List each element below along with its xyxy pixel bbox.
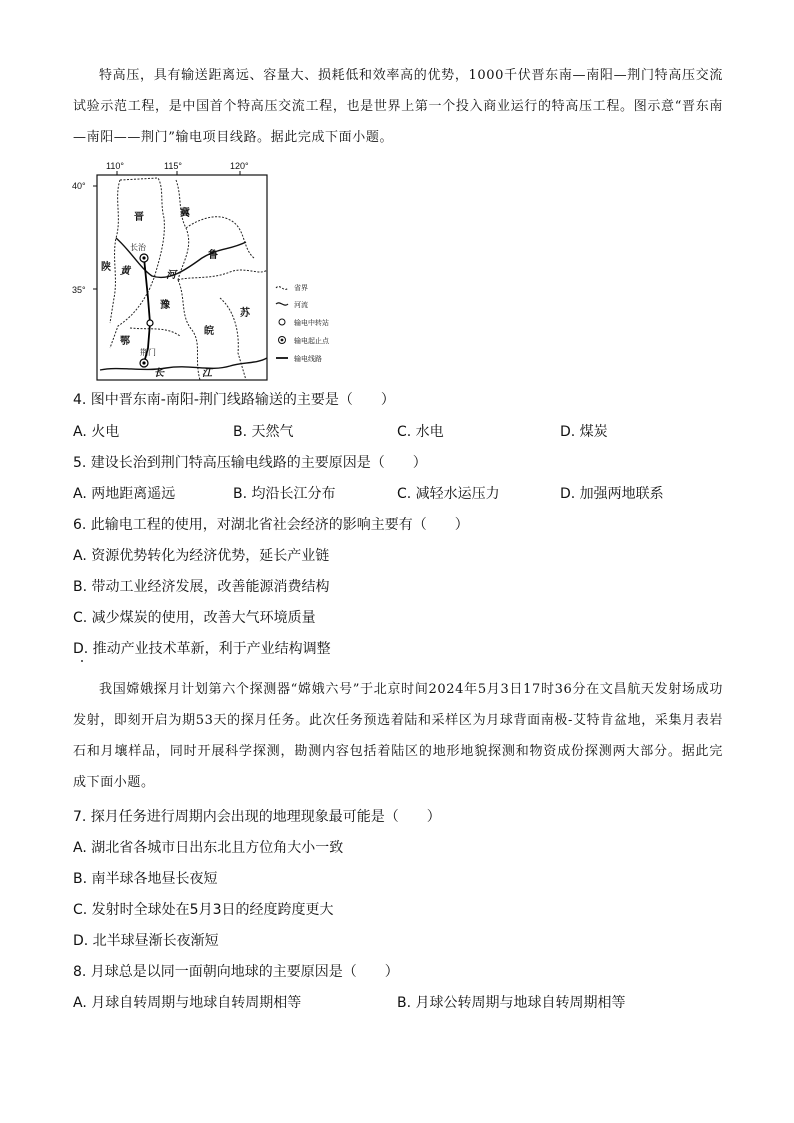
q6-option-b[interactable]: B. 带动工业经济发展，改善能源消费结构 xyxy=(73,579,330,595)
q7-option-a[interactable]: A. 湖北省各城市日出东北且方位角大小一致 xyxy=(73,840,344,856)
legend-relay: 输电中转站 xyxy=(294,319,329,327)
q5-option-b[interactable]: B. 均沿长江分布 xyxy=(233,486,336,502)
q5-option-a[interactable]: A. 两地距离遥远 xyxy=(73,486,176,502)
q7-option-d[interactable]: D. 北半球昼渐长夜渐短 xyxy=(73,933,219,949)
station-jingmen-icon xyxy=(140,359,148,367)
label-river-jiang: 江 xyxy=(202,368,212,379)
q4-option-b[interactable]: B. 天然气 xyxy=(233,424,294,440)
legend-boundary-icon xyxy=(276,287,288,290)
label-yu: 豫 xyxy=(160,300,170,311)
lon-label-115: 115° xyxy=(164,161,182,171)
legend-line: 输电线路 xyxy=(294,355,322,363)
q5-option-d[interactable]: D. 加强两地联系 xyxy=(560,486,664,502)
label-jin: 晋 xyxy=(134,212,144,223)
map-frame xyxy=(97,175,267,380)
label-changzhi: 长治 xyxy=(130,243,146,252)
q6-option-d[interactable]: D. 推动产业技术革新，利于产业结构调整 xyxy=(73,641,331,657)
passage-change6: 我国嫦娥探月计划第六个探测器“嫦娥六号”于北京时间2024年5月3日17时36分在文昌航天发射场成功发射，即刻开启为期53天的探月任务。此次任务预选着陆和采样区为月球背面南极-艾特肯盆地，采集月表岩石和月壤样品，同时开展科学探测，勘测内容包括着陆区的地形地貌探测和物资成份探测两大部分。据此完成下面小题。 xyxy=(73,682,723,790)
lon-label-120: 120° xyxy=(230,161,249,171)
lon-label-110: 110° xyxy=(106,161,124,171)
q6-option-c[interactable]: C. 减少煤炭的使用，改善大气环境质量 xyxy=(73,610,316,626)
label-wan: 皖 xyxy=(204,326,214,337)
q5-option-c[interactable]: C. 减轻水运压力 xyxy=(397,486,500,502)
station-changzhi-icon xyxy=(140,254,148,262)
lat-label-40: 40° xyxy=(72,181,86,191)
q7-option-b[interactable]: B. 南半球各地昼长夜短 xyxy=(73,871,218,887)
q4-option-c[interactable]: C. 水电 xyxy=(397,424,444,440)
label-jingmen: 荆门 xyxy=(140,348,156,357)
label-ji: 冀 xyxy=(180,208,190,219)
q7-option-c[interactable]: C. 发射时全球处在5月3日的经度跨度更大 xyxy=(73,902,334,918)
stray-dot xyxy=(81,660,83,662)
legend-river-icon xyxy=(276,303,288,305)
passage-high-voltage: 特高压，具有输送距离远、容量大、损耗低和效率高的优势，1000千伏晋东南—南阳—荆门特高压交流试验示范工程，是中国首个特高压交流工程，也是世界上第一个投入商业运行的特高压工程。图示意“晋东南—南阳——荆门”输电项目线路。据此完成下面小题。 xyxy=(73,68,723,145)
legend-endpoint: 输电起止点 xyxy=(294,337,329,345)
yangtze-river xyxy=(100,358,267,370)
q4-option-d[interactable]: D. 煤炭 xyxy=(560,424,608,440)
power-line-map xyxy=(70,158,300,388)
question-7-stem: 7. 探月任务进行周期内会出现的地理现象最可能是（ ） xyxy=(73,809,441,825)
map-legend xyxy=(274,280,354,370)
label-su: 苏 xyxy=(240,308,250,319)
question-8-stem: 8. 月球总是以同一面朝向地球的主要原因是（ ） xyxy=(73,964,399,980)
label-river-chang: 长 xyxy=(154,368,164,379)
label-river-he: 河 xyxy=(166,270,176,281)
relay-station-icon xyxy=(147,320,153,326)
label-shaan: 陕 xyxy=(101,262,111,273)
q4-option-a[interactable]: A. 火电 xyxy=(73,424,120,440)
legend-relay-icon xyxy=(279,319,285,325)
label-e: 鄂 xyxy=(120,336,130,347)
question-5-stem: 5. 建设长治到荆门特高压输电线路的主要原因是（ ） xyxy=(73,455,427,471)
label-lu: 鲁 xyxy=(208,250,218,261)
q8-option-a[interactable]: A. 月球自转周期与地球自转周期相等 xyxy=(73,995,302,1011)
q6-option-a[interactable]: A. 资源优势转化为经济优势，延长产业链 xyxy=(73,548,330,564)
lat-label-35: 35° xyxy=(72,285,86,295)
legend-boundary: 省界 xyxy=(294,284,308,292)
legend-river: 河流 xyxy=(294,301,308,309)
question-6-stem: 6. 此输电工程的使用，对湖北省社会经济的影响主要有（ ） xyxy=(73,517,469,533)
question-4-stem: 4. 图中晋东南-南阳-荆门线路输送的主要是（ ） xyxy=(73,392,395,408)
q8-option-b[interactable]: B. 月球公转周期与地球自转周期相等 xyxy=(397,995,626,1011)
label-river-huang: 黄 xyxy=(120,266,130,277)
